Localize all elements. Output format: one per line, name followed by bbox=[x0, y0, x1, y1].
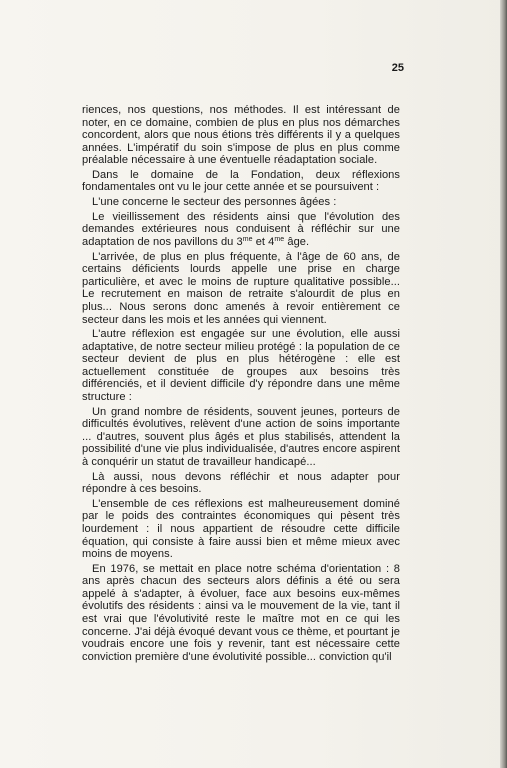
superscript-me-1: me bbox=[242, 236, 253, 244]
paragraph-1: riences, nos questions, nos méthodes. Il est intéressant de noter, en ce domaine, combien de plus en plus nos démarches concordent, alors que nous étions très différents il y a quelques années. L'impératif du soin s'impose de plus en plus comme préalable nécessaire à une éventuelle réadaptation sociale. bbox=[82, 104, 400, 167]
paragraph-4 bbox=[82, 211, 400, 249]
paragraph-6: L'autre réflexion est engagée sur une évolution, elle aussi adaptative, de notre secteur milieu protégé : la population de ce secteur devient de plus en plus hétérogène : elle est actuellement constituée de groupes aux besoins très différenciés, et il devient difficile d'y répondre dans une même structure : bbox=[82, 328, 400, 403]
paragraph-7: Un grand nombre de résidents, souvent jeunes, porteurs de difficultés évolutives, relèvent d'une action de soins importante ... d'autres, souvent plus âgés et plus stabilisés, attendent la possibilité d'une vie plus individualisée, d'autres encore aspirent à conquérir un statut de travailleur handicapé... bbox=[82, 405, 400, 468]
paragraph-9: L'ensemble de ces réflexions est malheureusement dominé par le poids des contraintes économiques qui pèsent très lourdement : il nous appartient de résoudre cette difficile équation, qui consiste à faire aussi bien et même mieux avec moins de moyens. bbox=[82, 497, 400, 561]
page-number: 25 bbox=[391, 62, 404, 74]
paragraph-10: En 1976, se mettait en place notre schéma d'orientation : 8 ans après chacun des secteurs alors définis a été ou sera appelé à s'adapter, à évoluer, face aux besoins eux-mêmes évolutifs des résidents : ainsi va le mouvement de la vie, tant il est vrai que l'évolutivité reste le maître mot en ce qui les concerne. J'ai déjà évoqué devant vous ce thème, et pourtant je voudrais encore une fois y revenir, tant est nécessaire cette conviction première d'une évolutivité possible... conviction qu'il bbox=[82, 562, 400, 663]
paragraph-4-text-before: Le vieillissement des résidents ainsi que l'évolution des demandes extérieures nous conduisent à réfléchir sur une adaptation de nos pavillons du 3 bbox=[82, 210, 400, 249]
paragraph-4-text-after: âge. bbox=[284, 236, 310, 249]
paragraph-5: L'arrivée, de plus en plus fréquente, à l'âge de 60 ans, de certains déficients lourds appelle une prise en charge particulière, et avec le moins de rupture qualitative possible... Le recrutement en maison de retraite s'alourdit de plus en plus... Nous serons donc amenés à revoir entièrement ce secteur dans les mois et les années qui viennent. bbox=[82, 250, 400, 326]
paragraph-4-text-middle: et 4 bbox=[252, 236, 275, 249]
page-edge-shadow bbox=[500, 0, 507, 768]
paragraph-3: L'une concerne le secteur des personnes âgées : bbox=[92, 196, 337, 209]
paragraph-2: Dans le domaine de la Fondation, deux réflexions fondamentales ont vu le jour cette année et se poursuivent : bbox=[82, 168, 400, 194]
paragraph-8: Là aussi, nous devons réfléchir et nous adapter pour répondre à ces besoins. bbox=[82, 470, 400, 496]
superscript-me-2: me bbox=[274, 236, 285, 244]
body-text bbox=[82, 104, 400, 663]
